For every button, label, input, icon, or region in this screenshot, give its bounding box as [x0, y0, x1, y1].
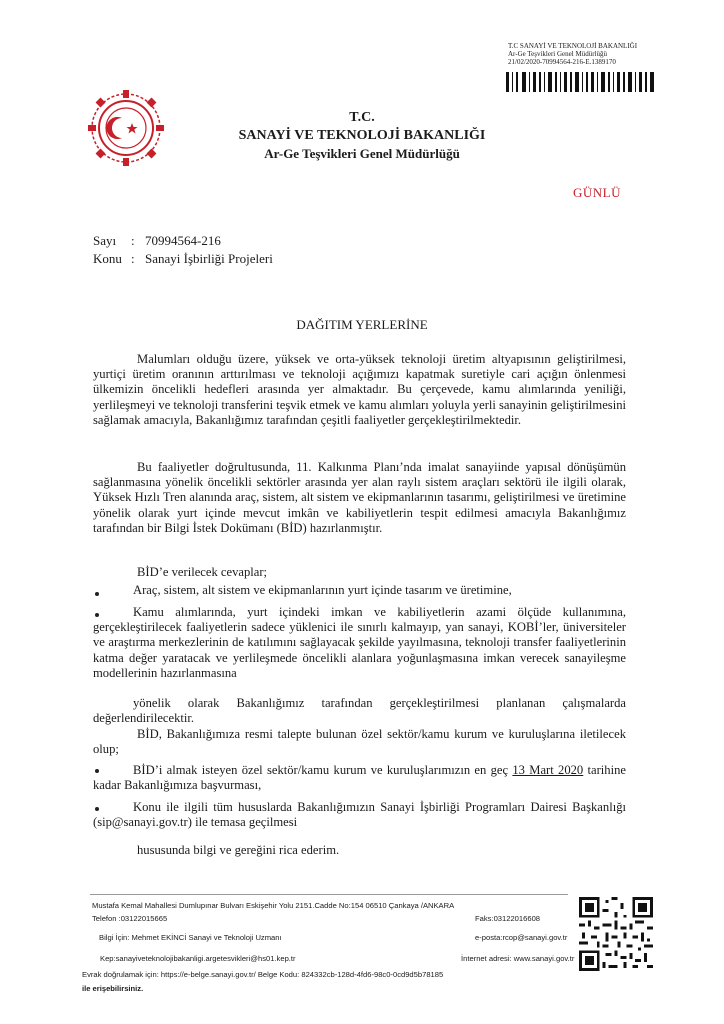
- stamp-line-2: Ar-Ge Teşvikleri Genel Müdürlüğü: [508, 50, 607, 58]
- bullet-1-dot: [95, 592, 99, 596]
- bullet-3-date: 13 Mart 2020: [512, 763, 584, 777]
- sayi-value: 70994564-216: [145, 233, 221, 248]
- bullet-3-pre: BİD’i almak isteyen özel sektör/kamu kurum ve kuruluşlarımızın en geç: [133, 763, 513, 777]
- footer-kep: Kep:sanayiveteknolojibakanligi.argetesvikleri@hs01.kep.tr: [100, 954, 296, 963]
- bullet-2-text: Kamu alımlarında, yurt içindeki imkan ve kabiliyetlerin azami ölçüde kullanımına, gerçekleştirilecek faaliyetlerin sadece yüklenici ile sınırlı kalmayıp, yan sanayi, KOBİ’ler, üniversiteler ve araştırma merkezlerinin de katılımını sağlayacak şekilde yayılmasına, teknoloji transfer faaliyetlerinin katma değer yaratacak ve yerlileşmede öncelikli alanlara yoğunlaşmasına imkan verecek sanayileşme modellerinin hazırlanmasına: [93, 605, 626, 680]
- closing-text: hususunda bilgi ve gereğini rica ederim.: [137, 843, 340, 857]
- konu-row: [93, 251, 273, 267]
- paragraph-4-text: BİD, Bakanlığımıza resmi talepte bulunan özel sektör/kamu kurum ve kuruluşlarına iletilecek olup;: [93, 727, 626, 757]
- urgency-label: GÜNLÜ: [573, 185, 621, 200]
- paragraph-4: [93, 727, 626, 757]
- footer-eposta: e-posta:rcop@sanayi.gov.tr: [475, 933, 568, 942]
- paragraph-3-text: BİD’e verilecek cevaplar;: [137, 565, 268, 579]
- paragraph-1: [93, 352, 626, 428]
- bullet-2: [93, 605, 626, 681]
- recipient-heading: DAĞITIM YERLERİNE: [296, 317, 428, 332]
- bullet-2-end-text: yönelik olarak Bakanlığımız tarafından gerçekleştirilmesi planlanan çalışmalarda değerlendirilecektir.: [93, 696, 626, 726]
- konu-value: Sanayi İşbirliği Projeleri: [145, 251, 273, 266]
- qr-code-icon: [579, 897, 653, 971]
- header-directorate: Ar-Ge Teşvikleri Genel Müdürlüğü: [264, 146, 460, 161]
- footer-address: Mustafa Kemal Mahallesi Dumlupınar Bulvarı Eskişehir Yolu 2151.Cadde No:154 06510 Çankaya /ANKARA: [92, 901, 455, 910]
- bullet-1-text: Araç, sistem, alt sistem ve ekipmanlarının yurt içinde tasarım ve üretimine,: [133, 583, 512, 597]
- footer-faks: Faks:03122016608: [475, 914, 541, 923]
- paragraph-3: [93, 565, 626, 580]
- konu-colon: :: [131, 251, 135, 266]
- footer-erisim: ile erişebilirsiniz.: [82, 984, 144, 993]
- bullet-4-text: Konu ile ilgili tüm hususlarda Bakanlığımızın Sanayi İşbirliği Programları Dairesi Başkanlığı (sip@sanayi.gov.tr) ile temasa geçilmesi: [93, 800, 626, 830]
- footer-evrak-link[interactable]: Evrak doğrulamak için: https://e-belge.sanayi.gov.tr/ Belge Kodu: 824332cb-128d-4fd6-98c0-0cd9d5b78185: [82, 970, 444, 979]
- bullet-4: [93, 800, 626, 830]
- header-tc: T.C.: [349, 110, 375, 125]
- document-stamp: [508, 42, 637, 66]
- stamp-line-1: T.C SANAYİ VE TEKNOLOJİ BAKANLIĞI: [508, 42, 638, 50]
- stamp-line-3: 21/02/2020-70994564-216-E.1389170: [508, 58, 616, 66]
- sayi-colon: :: [131, 233, 135, 248]
- konu-label: Konu: [93, 251, 122, 266]
- footer-divider: [90, 894, 568, 895]
- bullet-2-end: [93, 696, 626, 726]
- paragraph-1-text: Malumları olduğu üzere, yüksek ve orta-yüksek teknoloji üretim altyapısının geliştirilmesi, yurtiçi üretim oranının arttırılması ve teknoloji açığımızı kapatmak suretiyle cari açığın önlenmesi ülkemizin öncelikli hedefleri arasında yer almaktadır. Bu çerçevede, kamu alımlarında yeniliği, yerlileşmeyi ve teknoloji transferini teşvik etmek ve kamu alımları yoluyla yerli sanayinin geliştirilmesini sağlamak amacıyla, Bakanlığımız tarafından çeşitli faaliyetler gerçekleştirilmektedir.: [93, 352, 627, 427]
- closing-paragraph: [93, 843, 626, 858]
- footer-telefon: Telefon :03122015665: [92, 914, 168, 923]
- footer-internet: İnternet adresi: www.sanayi.gov.tr: [461, 954, 575, 963]
- sayi-label: Sayı: [93, 233, 117, 248]
- bullet-3-post: tarihine kadar Bakanlığımıza başvurması,: [93, 763, 626, 793]
- paragraph-2: [93, 460, 626, 536]
- footer-bilgi: Bilgi İçin: Mehmet EKİNCİ Sanayi ve Teknoloji Uzmanı: [99, 933, 282, 942]
- header-ministry: SANAYİ VE TEKNOLOJİ BAKANLIĞI: [238, 128, 486, 143]
- paragraph-2-text: Bu faaliyetler doğrultusunda, 11. Kalkınma Planı’nda imalat sanayiinde yapısal dönüşümün sağlanmasına yönelik öncelikli sektörler arasında yer alan raylı sistem araçları sektörü ile ilgili olarak, Yüksek Hızlı Tren alanında araç, sistem, alt sistem ve ekipmanlarının tasarımı, geliştirilmesi ve üretimine yönelik olarak yurt içinde mevcut imkân ve kabiliyetlerin tespit edilmesi amacıyla Bakanlığımız tarafından bir Bilgi İstek Dokümanı (BİD) hazırlanmıştır.: [93, 460, 626, 535]
- sayi-row: [93, 233, 221, 249]
- barcode-icon: [506, 72, 656, 92]
- bullet-3: [93, 763, 626, 793]
